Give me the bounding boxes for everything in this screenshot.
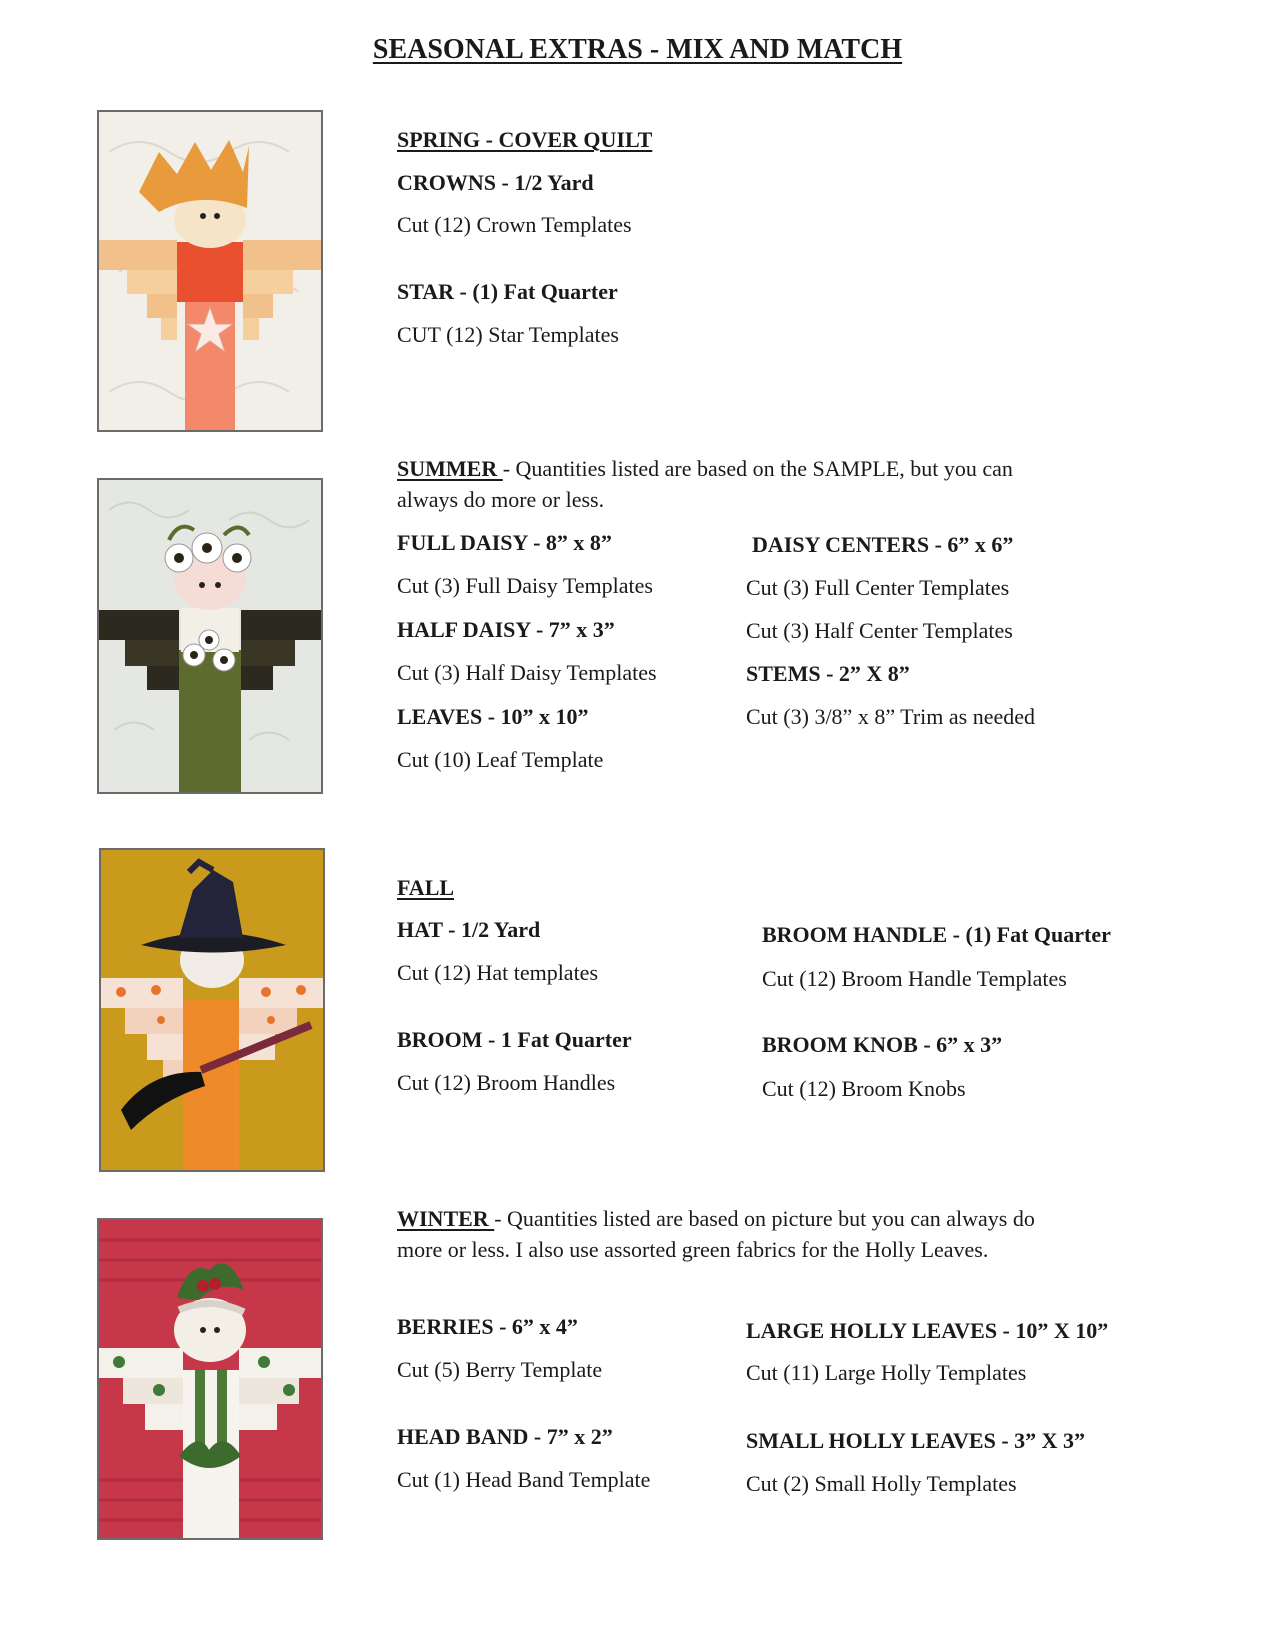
broom-knob-label: BROOM KNOB - 6” x 3” <box>762 1032 1003 1057</box>
broom-handle-label: BROOM HANDLE - (1) Fat Quarter <box>762 922 1111 947</box>
berries-label: BERRIES - 6” x 4” <box>397 1314 578 1339</box>
crowns-label: CROWNS - 1/2 Yard <box>397 170 594 195</box>
summer-intro <box>397 453 1077 515</box>
spring-heading: SPRING - COVER QUILT <box>397 127 653 152</box>
large-holly-label: LARGE HOLLY LEAVES - 10” X 10” <box>746 1318 1109 1343</box>
summer-quilt-image <box>97 478 323 794</box>
half-daisy-label: HALF DAISY - 7” x 3” <box>397 617 615 642</box>
broom-knob-cut: Cut (12) Broom Knobs <box>762 1076 966 1101</box>
hat-label: HAT - 1/2 Yard <box>397 917 541 942</box>
daisy-centers-label: DAISY CENTERS - 6” x 6” <box>752 532 1014 557</box>
summer-heading: SUMMER <box>397 456 503 481</box>
half-daisy-cut: Cut (3) Half Daisy Templates <box>397 660 657 685</box>
fall-quilt-image <box>99 848 325 1172</box>
large-holly-cut: Cut (11) Large Holly Templates <box>746 1360 1027 1385</box>
star-cut: CUT (12) Star Templates <box>397 322 619 347</box>
star-label: STAR - (1) Fat Quarter <box>397 279 618 304</box>
winter-intro <box>397 1203 1077 1265</box>
leaves-label: LEAVES - 10” x 10” <box>397 704 589 729</box>
half-center-cut: Cut (3) Half Center Templates <box>746 618 1013 643</box>
full-center-cut: Cut (3) Full Center Templates <box>746 575 1010 600</box>
small-holly-cut: Cut (2) Small Holly Templates <box>746 1471 1017 1496</box>
full-daisy-cut: Cut (3) Full Daisy Templates <box>397 573 653 598</box>
winter-quilt-image <box>97 1218 323 1540</box>
summer-intro-text: - Quantities listed are based on the SAMPLE, but you can always do more or less. <box>397 456 1013 512</box>
fall-heading: FALL <box>397 875 455 900</box>
stems-cut: Cut (3) 3/8” x 8” Trim as needed <box>746 704 1036 729</box>
broom-cut: Cut (12) Broom Handles <box>397 1070 616 1095</box>
hat-cut: Cut (12) Hat templates <box>397 960 599 985</box>
berries-cut: Cut (5) Berry Template <box>397 1357 603 1382</box>
stems-label: STEMS - 2” X 8” <box>746 661 910 686</box>
spring-quilt-image <box>97 110 323 432</box>
winter-intro-text: - Quantities listed are based on picture but you can always do more or less. I also use assorted green fabrics for the Holly Leaves. <box>397 1206 1035 1262</box>
page-title: SEASONAL EXTRAS - MIX AND MATCH <box>372 34 903 65</box>
head-band-label: HEAD BAND - 7” x 2” <box>397 1424 613 1449</box>
leaves-cut: Cut (10) Leaf Template <box>397 747 604 772</box>
full-daisy-label: FULL DAISY - 8” x 8” <box>397 530 612 555</box>
small-holly-label: SMALL HOLLY LEAVES - 3” X 3” <box>746 1428 1086 1453</box>
winter-heading: WINTER <box>397 1206 495 1231</box>
broom-label: BROOM - 1 Fat Quarter <box>397 1027 632 1052</box>
broom-handle-cut: Cut (12) Broom Handle Templates <box>762 966 1067 991</box>
head-band-cut: Cut (1) Head Band Template <box>397 1467 651 1492</box>
crowns-cut: Cut (12) Crown Templates <box>397 212 632 237</box>
